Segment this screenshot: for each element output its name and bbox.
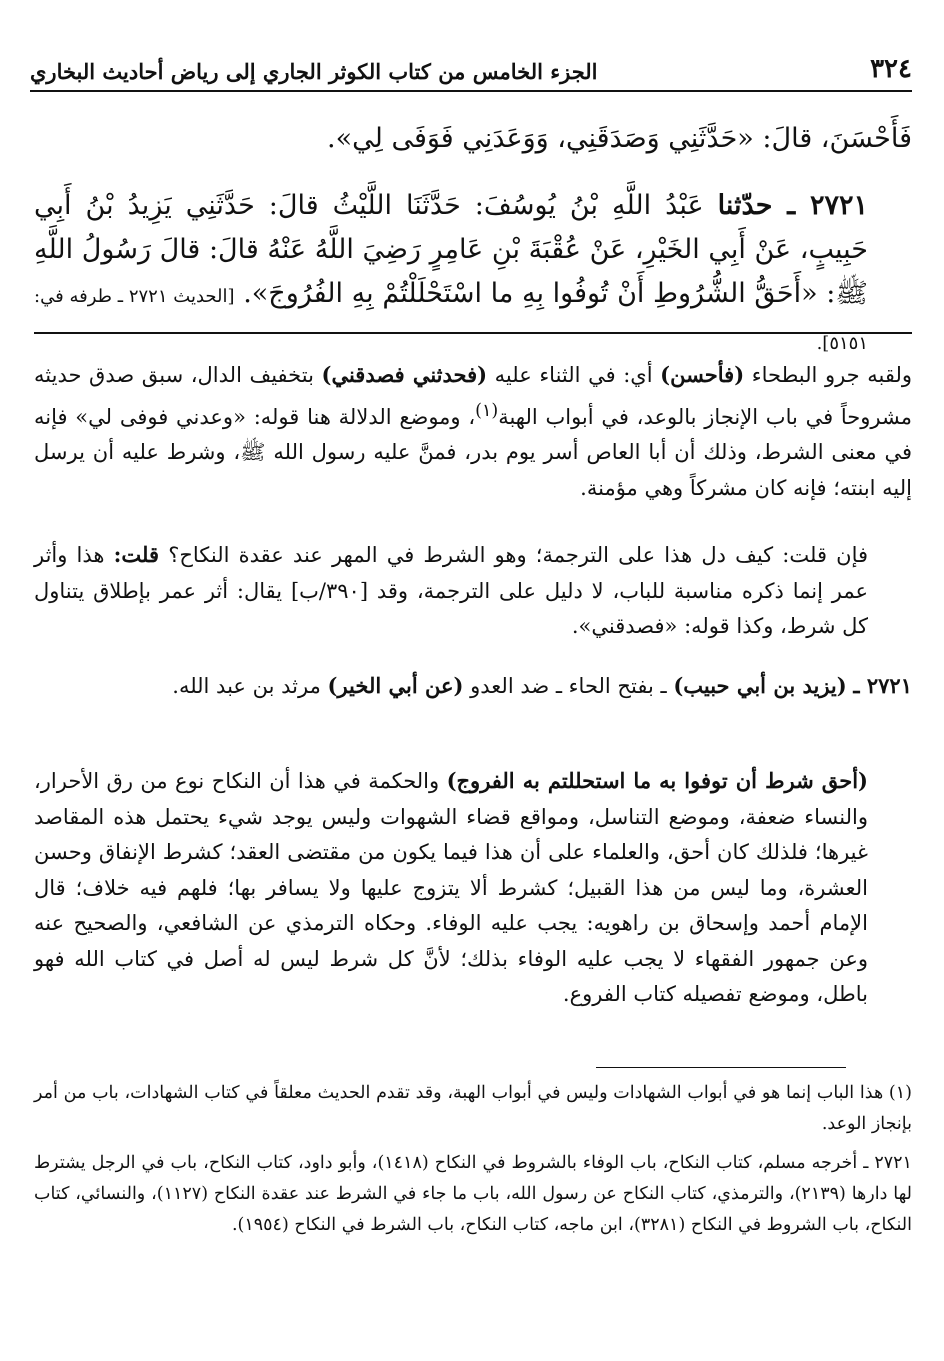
quoted-phrase: (فأحسن): [660, 362, 745, 387]
hadith-reference: [الحديث ٢٧٢١ ـ طرفه في: ٥١٥١].: [34, 286, 868, 354]
footnote-marker: (١): [888, 1083, 912, 1103]
commentary-paragraph-1: [34, 357, 912, 506]
text-run: فإن قلت: كيف دل هذا على الترجمة؛ وهو الشرط في المهر عند عقدة النكاح؟: [168, 543, 868, 567]
footnote-divider: [596, 1067, 846, 1068]
footnotes: [34, 1078, 912, 1249]
commentary-paragraph-2: [34, 537, 912, 645]
section-divider: [34, 332, 912, 334]
text-run: بتخفيف الدال، سبق صدق حديثه مشروحاً في باب الإنجاز بالوعد، في أبواب الهبة: [34, 363, 912, 429]
hadith-text: عَبْدُ اللَّهِ بْنُ يُوسُفَ: حَدَّثَنَا اللَّيْثُ قالَ: حَدَّثَنِي يَزِيدُ بْنُ أَبِي حَبِيبٍ، عَنْ أَبِي الخَيْرِ، عَنْ عُقْبَةَ بْنِ عَامِرٍ رَضِيَ اللَّهُ عَنْهُ قالَ: قالَ رَسُولُ اللَّهِ ﷺ: «أَحَقُّ الشُّرُوطِ أَنْ تُوفُوا بِهِ ما اسْتَحْلَلْتُمْ بِهِ الفُرُوجَ».: [34, 190, 868, 309]
quoted-phrase: (فحدثني فصدقني): [321, 362, 488, 387]
quoted-phrase: (يزيد بن أبي حبيب): [673, 673, 847, 698]
commentary-paragraph-4: [34, 763, 912, 1013]
footnote-text: هذا الباب إنما هو في أبواب الشهادات وليس في أبواب الهبة، وقد تقدم الحديث معلقاً في كتاب الشهادات، باب من أمر بإنجاز الوعد.: [34, 1083, 912, 1134]
running-title: الجزء الخامس من كتاب الكوثر الجاري إلى رياض أحاديث البخاري: [30, 59, 598, 84]
answer-marker: قلت:: [113, 542, 160, 567]
footnote-1: [34, 1078, 912, 1140]
quoted-phrase: (أحق شرط أن توفوا به ما استحللتم به الفروج): [446, 768, 868, 793]
hadith-number: ٢٧٢١ ـ: [853, 673, 912, 698]
text-run: أي: في الثناء عليه: [494, 363, 653, 387]
text-run: ولقبه جرو البطحاء: [751, 363, 912, 387]
page-header: [30, 56, 912, 92]
quoted-phrase: (عن أبي الخير): [327, 673, 464, 698]
page-number: ٣٢٤: [870, 54, 912, 84]
text-run: ، وموضع الدلالة هنا قوله: «وعدني فوفى لي» فإنه في معنى الشرط، وذلك أن أبا العاص أسر يوم بدر، فمنَّ عليه رسول الله ﷺ، وشرط عليه أن يرسل إليه ابنته؛ فإنه كان مشركاً وهي مؤمنة.: [34, 404, 912, 500]
hadith-continuation: فَأَحْسَنَ، قالَ: «حَدَّثَنِي وَصَدَقَنِي، وَوَعَدَنِي فَوَفَى لِي».: [327, 123, 912, 154]
hadith-2721: [34, 184, 912, 366]
commentary-paragraph-3: [34, 668, 912, 705]
text-run: هذا وأثر عمر إنما ذكره مناسبة للباب، لا دليل على الترجمة، وقد [٣٩٠/ب] يقال: أثر عمر بإطلاق يتناول كل شرط، وكذا قوله: «فصدقني».: [34, 543, 869, 638]
footnote-text: أخرجه مسلم، كتاب النكاح، باب الوفاء بالشروط في النكاح (١٤١٨)، وأبو داود، كتاب النكاح، باب في الرجل يشترط لها دارها (٢١٣٩)، والترمذي، كتاب النكاح عن رسول الله، باب ما جاء في الشرط عند عقدة النكاح (١١٢٧)، والنسائي، كتاب النكاح، باب الشروط في النكاح (٣٢٨١)، ابن ماجه، كتاب النكاح، باب الشرط في النكاح (١٩٥٤).: [34, 1153, 912, 1235]
footnote-2721: [34, 1148, 912, 1241]
hadith-number: ٢٧٢١ ـ حدّثنا: [717, 190, 868, 221]
footnote-ref[interactable]: (١): [475, 400, 499, 421]
footnote-marker: ٢٧٢١ ـ: [863, 1153, 912, 1173]
text-run: ـ بفتح الحاء ـ ضد العدو: [470, 674, 667, 698]
text-run: مرثد بن عبد الله.: [172, 674, 321, 698]
text-run: والحكمة في هذا أن النكاح نوع من رق الأحرار، والنساء ضعفة، وموضع التناسل، ومواقع قضاء الشهوات وليس يوجد شيء يحتمل هذه المقاصد غيرها؛ فلذلك كان أحق، والعلماء على أن هذا فيما يكون من مقتضى العقد؛ كشرط الإنفاق وحسن العشرة، وما ليس من هذا القبيل؛ كشرط ألا يتزوج عليها ولا يسافر بها؛ فلهم فيه خلاف؛ قال الإمام أحمد وإسحاق بن راهويه: يجب عليه الوفاء. وحكاه الترمذي عن الشافعي، والصحيح عنه وعن جمهور الفقهاء لا يجب عليه الوفاء بذلك؛ لأنَّ كل شرط ليس له أصل في كتاب الله فهو باطل، وموضع تفصيله كتاب الفروع.: [34, 769, 868, 1006]
